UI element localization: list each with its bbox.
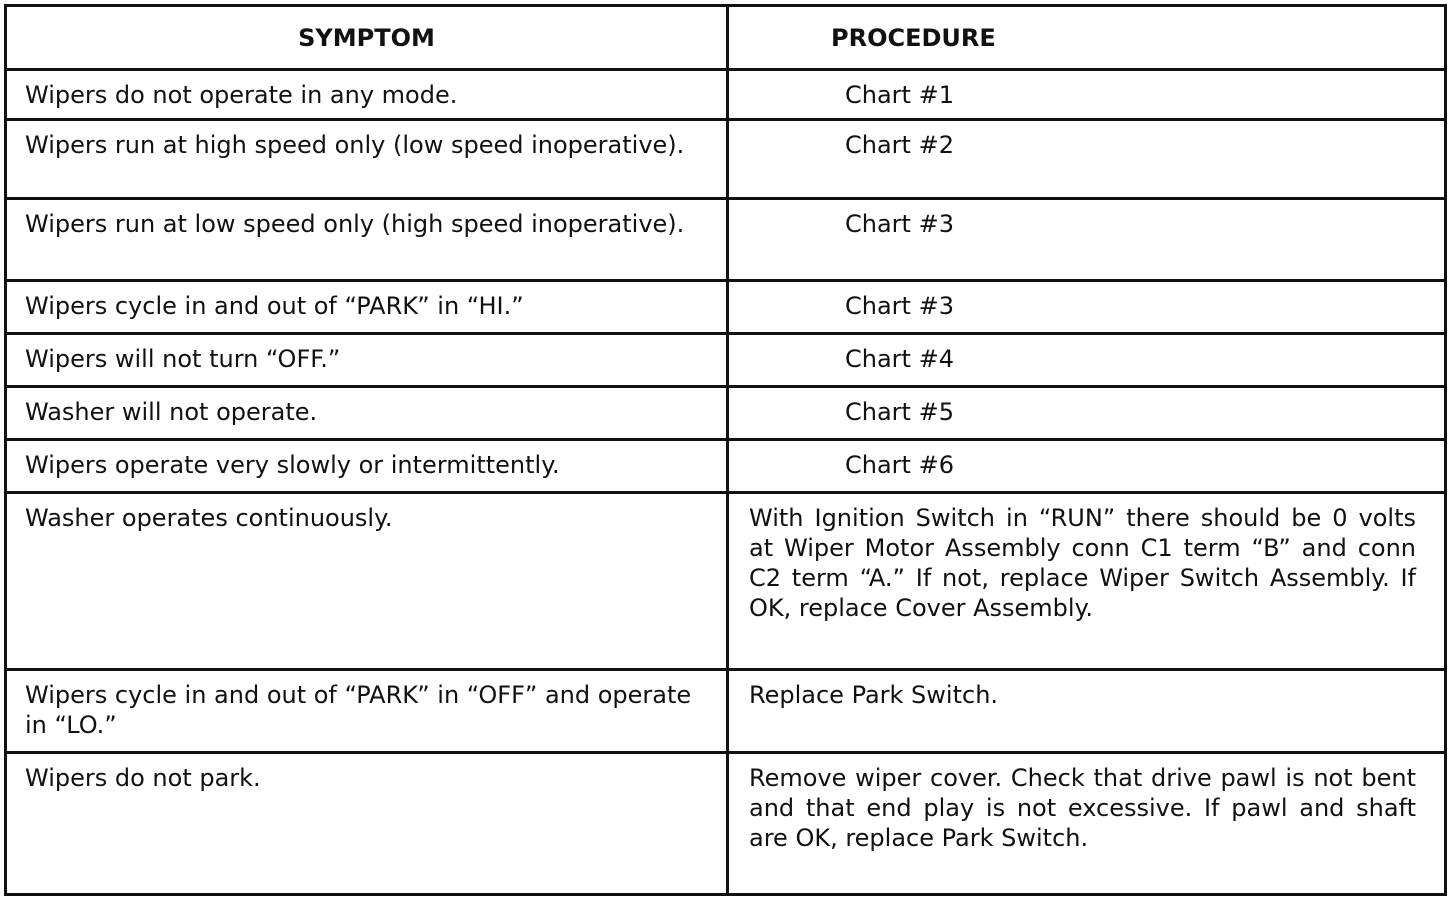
symptom-cell xyxy=(6,199,728,281)
procedure-cell xyxy=(728,334,1446,387)
symptom-text: Wipers do not operate in any mode. xyxy=(25,81,458,109)
symptom-text: Wipers cycle in and out of “PARK” in “HI.” xyxy=(25,292,524,320)
procedure-text: Chart #6 xyxy=(845,451,954,479)
table-row xyxy=(6,281,1446,334)
table-row xyxy=(6,493,1446,670)
symptom-cell xyxy=(6,440,728,493)
symptom-cell xyxy=(6,281,728,334)
procedure-cell xyxy=(728,199,1446,281)
table-header-row xyxy=(6,6,1446,70)
procedure-text: Chart #5 xyxy=(845,398,954,426)
symptom-text: Wipers operate very slowly or intermittently. xyxy=(25,451,560,479)
procedure-text: Chart #3 xyxy=(845,292,954,320)
diagnosis-table xyxy=(4,4,1447,896)
procedure-text: Replace Park Switch. xyxy=(749,681,999,709)
symptom-text: Wipers will not turn “OFF.” xyxy=(25,345,341,373)
procedure-text: Chart #1 xyxy=(845,81,954,109)
procedure-text: Chart #2 xyxy=(845,131,954,159)
symptom-text: Washer operates continuously. xyxy=(25,504,393,532)
symptom-cell xyxy=(6,670,728,753)
procedure-cell xyxy=(728,753,1446,895)
procedure-cell xyxy=(728,440,1446,493)
symptom-text: Washer will not operate. xyxy=(25,398,318,426)
symptom-text: Wipers do not park. xyxy=(25,764,261,792)
table-row xyxy=(6,120,1446,199)
symptom-cell xyxy=(6,753,728,895)
symptom-cell xyxy=(6,70,728,120)
procedure-cell xyxy=(728,281,1446,334)
symptom-cell xyxy=(6,493,728,670)
procedure-cell xyxy=(728,670,1446,753)
symptom-text: Wipers run at high speed only (low speed inoperative). xyxy=(25,131,685,159)
procedure-cell xyxy=(728,70,1446,120)
symptom-text: Wipers cycle in and out of “PARK” in “OFF” and operate in “LO.” xyxy=(25,681,692,739)
procedure-text: Remove wiper cover. Check that drive pawl is not bent and that end play is not excessive. If pawl and shaft are OK, replace Park Switch. xyxy=(749,764,1416,852)
procedure-column-header: PROCEDURE xyxy=(728,6,1446,70)
procedure-text: Chart #4 xyxy=(845,345,954,373)
procedure-cell xyxy=(728,493,1446,670)
symptom-cell xyxy=(6,387,728,440)
procedure-text: Chart #3 xyxy=(845,210,954,238)
table-row xyxy=(6,440,1446,493)
procedure-cell xyxy=(728,120,1446,199)
table-row xyxy=(6,199,1446,281)
table-row xyxy=(6,70,1446,120)
symptom-cell xyxy=(6,120,728,199)
table-row xyxy=(6,334,1446,387)
table-row xyxy=(6,753,1446,895)
procedure-cell xyxy=(728,387,1446,440)
procedure-text: With Ignition Switch in “RUN” there should be 0 volts at Wiper Motor Assembly conn C1 term “B” and conn C2 term “A.” If not, replace Wiper Switch Assembly. If OK, replace Cover Assembly. xyxy=(749,504,1416,622)
symptom-cell xyxy=(6,334,728,387)
symptom-text: Wipers run at low speed only (high speed inoperative). xyxy=(25,210,685,238)
table-row xyxy=(6,387,1446,440)
table-row xyxy=(6,670,1446,753)
symptom-column-header: SYMPTOM xyxy=(6,6,728,70)
